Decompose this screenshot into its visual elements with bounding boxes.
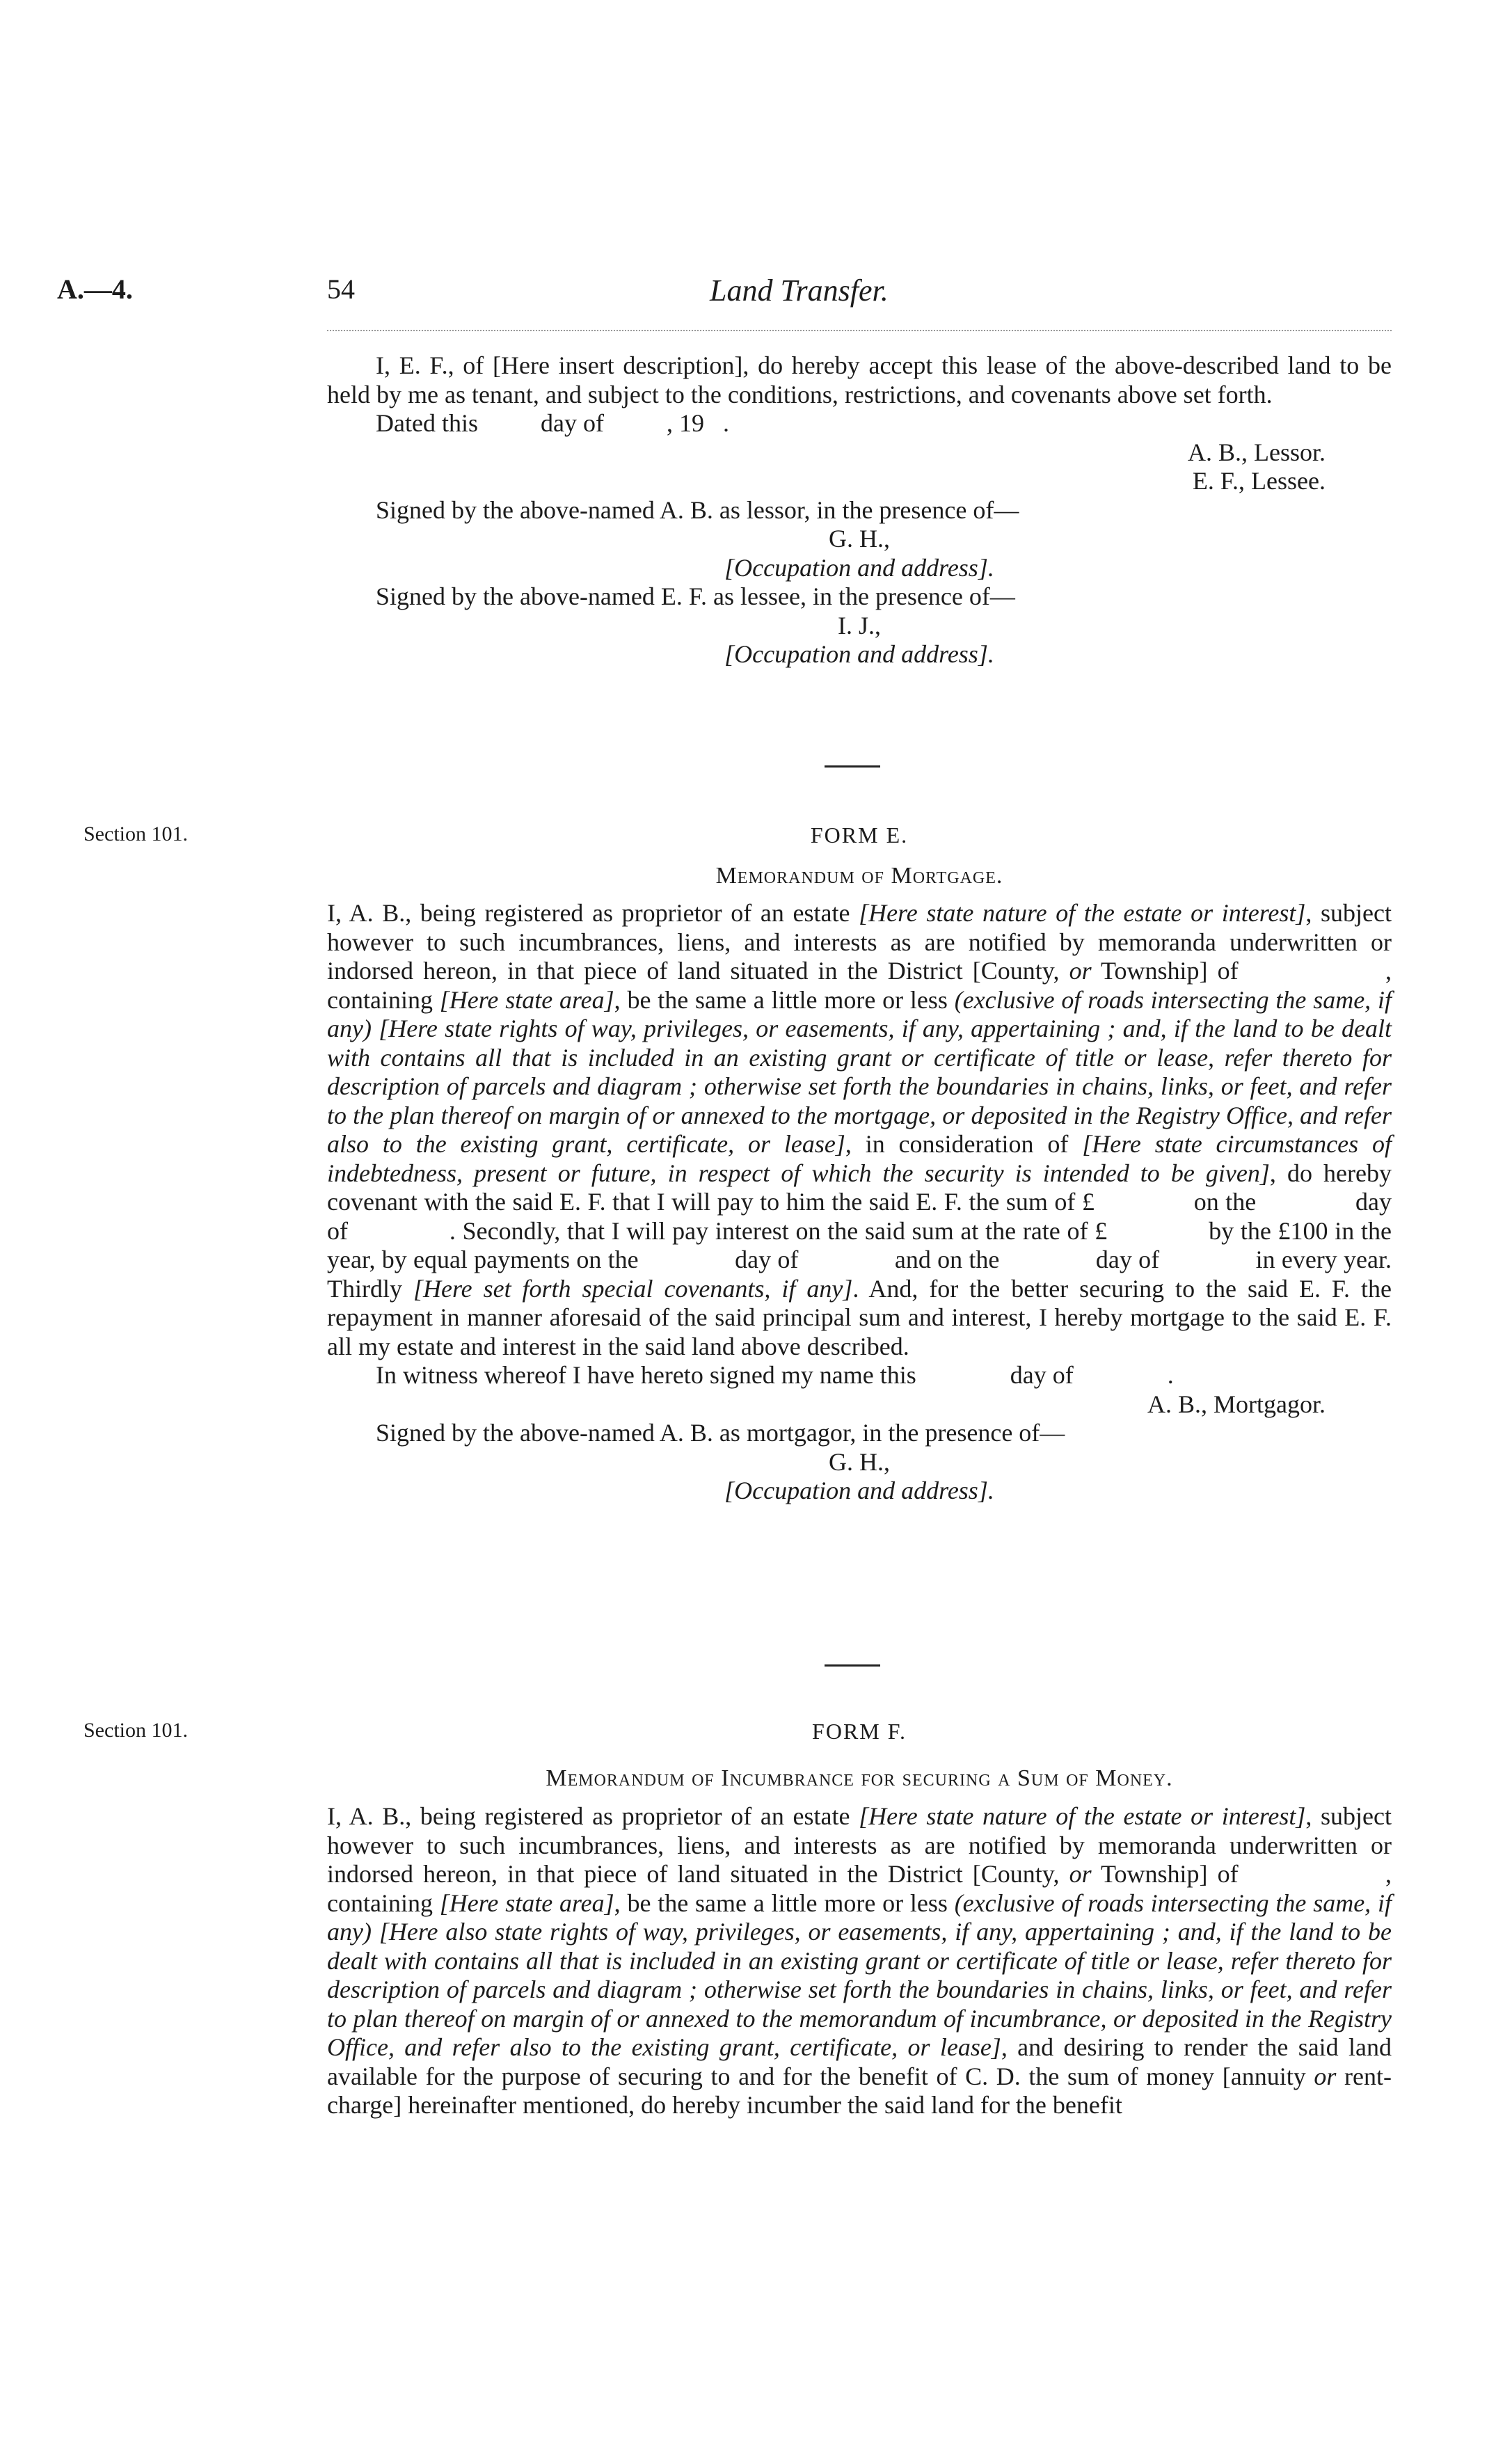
lease-acceptance bbox=[327, 351, 1392, 669]
page-header bbox=[0, 273, 1512, 315]
document-id: A.—4. bbox=[57, 273, 133, 305]
form-e-title: FORM E. bbox=[810, 822, 909, 848]
signed-mortgagor-line: Signed by the above-named A. B. as mortgagor, in the presence of— bbox=[376, 1419, 1065, 1447]
form-e-section-note: Section 101. bbox=[83, 822, 188, 845]
section-divider bbox=[825, 765, 880, 768]
witness2-occupation: [Occupation and address]. bbox=[724, 640, 994, 668]
form-e-witness-line: In witness whereof I have hereto signed my name this day of . bbox=[376, 1361, 1174, 1389]
form-f-body bbox=[327, 1802, 1399, 2120]
lease-acceptance-body: I, E. F., of [Here insert description], do hereby accept this lease of the above-described land to be held by me as tenant, and subject to the conditions, restrictions, and covenants above set forth. bbox=[327, 351, 1392, 408]
form-e-witness-name: G. H., bbox=[829, 1447, 890, 1476]
page-title: Land Transfer. bbox=[710, 273, 889, 308]
form-e-witness-occupation: [Occupation and address]. bbox=[724, 1477, 994, 1504]
lessee-signature: E. F., Lessee. bbox=[1192, 467, 1326, 495]
dated-line: Dated this day of , 19 . bbox=[376, 409, 729, 437]
form-e-body bbox=[327, 899, 1399, 1506]
form-f-subtitle: Memorandum of Incumbrance for securing a Sum of Money. bbox=[546, 1765, 1173, 1791]
signed-lessee-line: Signed by the above-named E. F. as lessee, in the presence of— bbox=[376, 582, 1015, 610]
form-e-paragraph: I, A. B., being registered as proprietor of an estate [Here state nature of the estate or interest], subject however to such incumbrances, liens, and interests as are notified by memoranda underwritten or indorsed hereon, in that piece of land situated in the District [County, or Township] of , containing [Here state area], be the same a little more or less (exclusive of roads intersecting the same, if any) [Here state rights of way, privileges, or easements, if any, appertaining ; and, if the land to be dealt with contains all that is included in an existing grant or certificate of title or lease, refer thereto for description of parcels and diagram ; otherwise set forth the boundaries in chains, links, or feet, and refer to the plan thereof on margin of or annexed to the mortgage, or deposited in the Registry Office, and refer also to the existing grant, certificate, or lease], in consideration of [Here state circumstances of indebtedness, present or future, in respect of which the security is intended to be given], do hereby covenant with the said E. F. that I will pay to him the said E. F. the sum of £ on the day of . Secondly, that I will pay interest on the said sum at the rate of £ by the £100 in the year, by equal payments on the day of and on the day of in every year. Thirdly [Here set forth special covenants, if any]. And, for the better securing to the said E. F. the repayment in manner aforesaid of the said principal sum and interest, I hereby mortgage to the said E. F. all my estate and interest in the said land above described. bbox=[327, 899, 1399, 1360]
signed-lessor-line: Signed by the above-named A. B. as lessor, in the presence of— bbox=[376, 495, 1019, 524]
witness2-name: I. J., bbox=[838, 611, 881, 639]
section-divider bbox=[825, 1664, 880, 1667]
page-number: 54 bbox=[327, 273, 355, 305]
form-f-paragraph: I, A. B., being registered as proprietor of an estate [Here state nature of the estate or interest], subject however to such incumbrances, liens, and interests as are notified by memoranda underwritten or indorsed hereon, in that piece of land situated in the District [County, or Township] of , containing [Here state area], be the same a little more or less (exclusive of roads intersecting the same, if any) [Here also state rights of way, privileges, or easements, if any, appertaining ; and, if the land to be dealt with contains all that is included in an existing grant or certificate of title or lease, refer thereto for description of parcels and diagram ; otherwise set forth the boundaries in chains, links, or feet, and refer to plan thereof on margin of or annexed to the memorandum of incumbrance, or deposited in the Registry Office, and refer also to the existing grant, certificate, or lease], and desiring to render the said land available for the purpose of securing to and for the benefit of C. D. the sum of money [annuity or rent-charge] hereinafter mentioned, do hereby incumber the said land for the benefit bbox=[327, 1802, 1399, 2119]
form-f-title: FORM F. bbox=[812, 1719, 907, 1744]
lessor-signature: A. B., Lessor. bbox=[1188, 438, 1326, 466]
header-rule bbox=[327, 330, 1392, 331]
witness1-name: G. H., bbox=[829, 525, 890, 552]
form-f-section-note: Section 101. bbox=[83, 1719, 188, 1742]
witness1-occupation: [Occupation and address]. bbox=[724, 553, 994, 582]
mortgagor-signature: A. B., Mortgagor. bbox=[1147, 1390, 1326, 1418]
form-e-subtitle: Memorandum of Mortgage. bbox=[715, 863, 1003, 889]
